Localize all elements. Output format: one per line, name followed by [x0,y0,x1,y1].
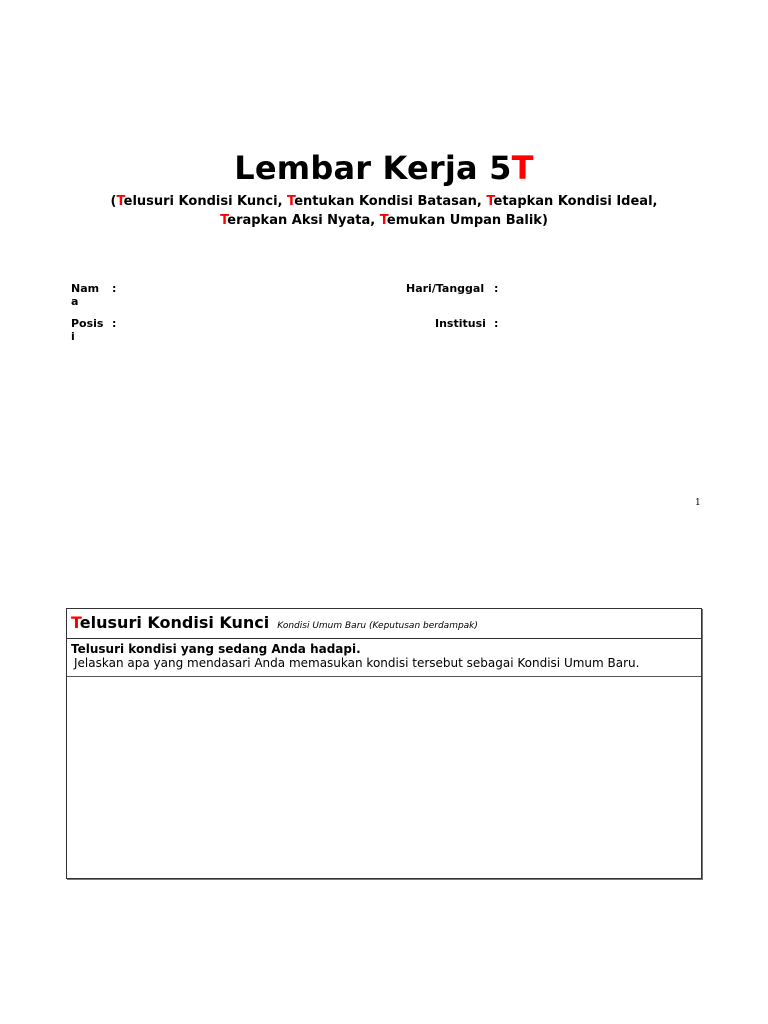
section-title-accent: T [71,613,80,632]
answer-area[interactable] [67,677,701,877]
title-main: Lembar Kerja 5 [234,149,512,187]
subtitle-accent: T [379,213,387,228]
hari-tanggal-label: Hari/Tanggal [406,282,485,295]
subtitle-item: etapkan Kondisi Ideal, [493,194,658,209]
section-header [67,609,701,639]
posisi-field[interactable] [125,317,385,343]
section-note: Kondisi Umum Baru (Keputusan berdampak) [277,621,478,631]
page-subtitle [0,192,768,230]
subtitle-item: erapkan Aksi Nyata, [227,213,380,228]
institusi-field[interactable] [507,317,697,333]
subtitle-open-paren: ( [110,194,117,209]
subtitle-accent: T [116,194,124,209]
instruction-heading: Telusuri kondisi yang sedang Anda hadapi. [71,642,361,656]
institusi-colon: : [494,317,499,330]
nama-field[interactable] [125,282,385,308]
instruction-row [67,639,701,677]
nama-colon: : [112,282,117,295]
subtitle-accent: T [486,194,494,209]
subtitle-item: entukan Kondisi Batasan, [294,194,487,209]
page-title [0,148,768,188]
institusi-label: Institusi [435,317,486,330]
nama-label: Nama [71,282,100,308]
hari-tanggal-field[interactable] [507,282,697,298]
subtitle-close-paren: ) [541,213,548,228]
posisi-label: Posisi [71,317,104,343]
hari-tanggal-colon: : [494,282,499,295]
subtitle-item: emukan Umpan Balik [386,213,542,228]
section-title [71,613,269,632]
page-number: 1 [695,498,701,508]
title-accent-letter: T [511,149,534,187]
instruction-text: Jelaskan apa yang mendasari Anda memasukan kondisi tersebut sebagai Kondisi Umum Baru. [74,656,640,670]
subtitle-item: elusuri Kondisi Kunci, [123,194,288,209]
subtitle-accent: T [220,213,228,228]
section-telusuri-kondisi-kunci [66,608,702,879]
section-title-rest: elusuri Kondisi Kunci [79,613,270,632]
posisi-colon: : [112,317,117,330]
subtitle-accent: T [287,194,295,209]
